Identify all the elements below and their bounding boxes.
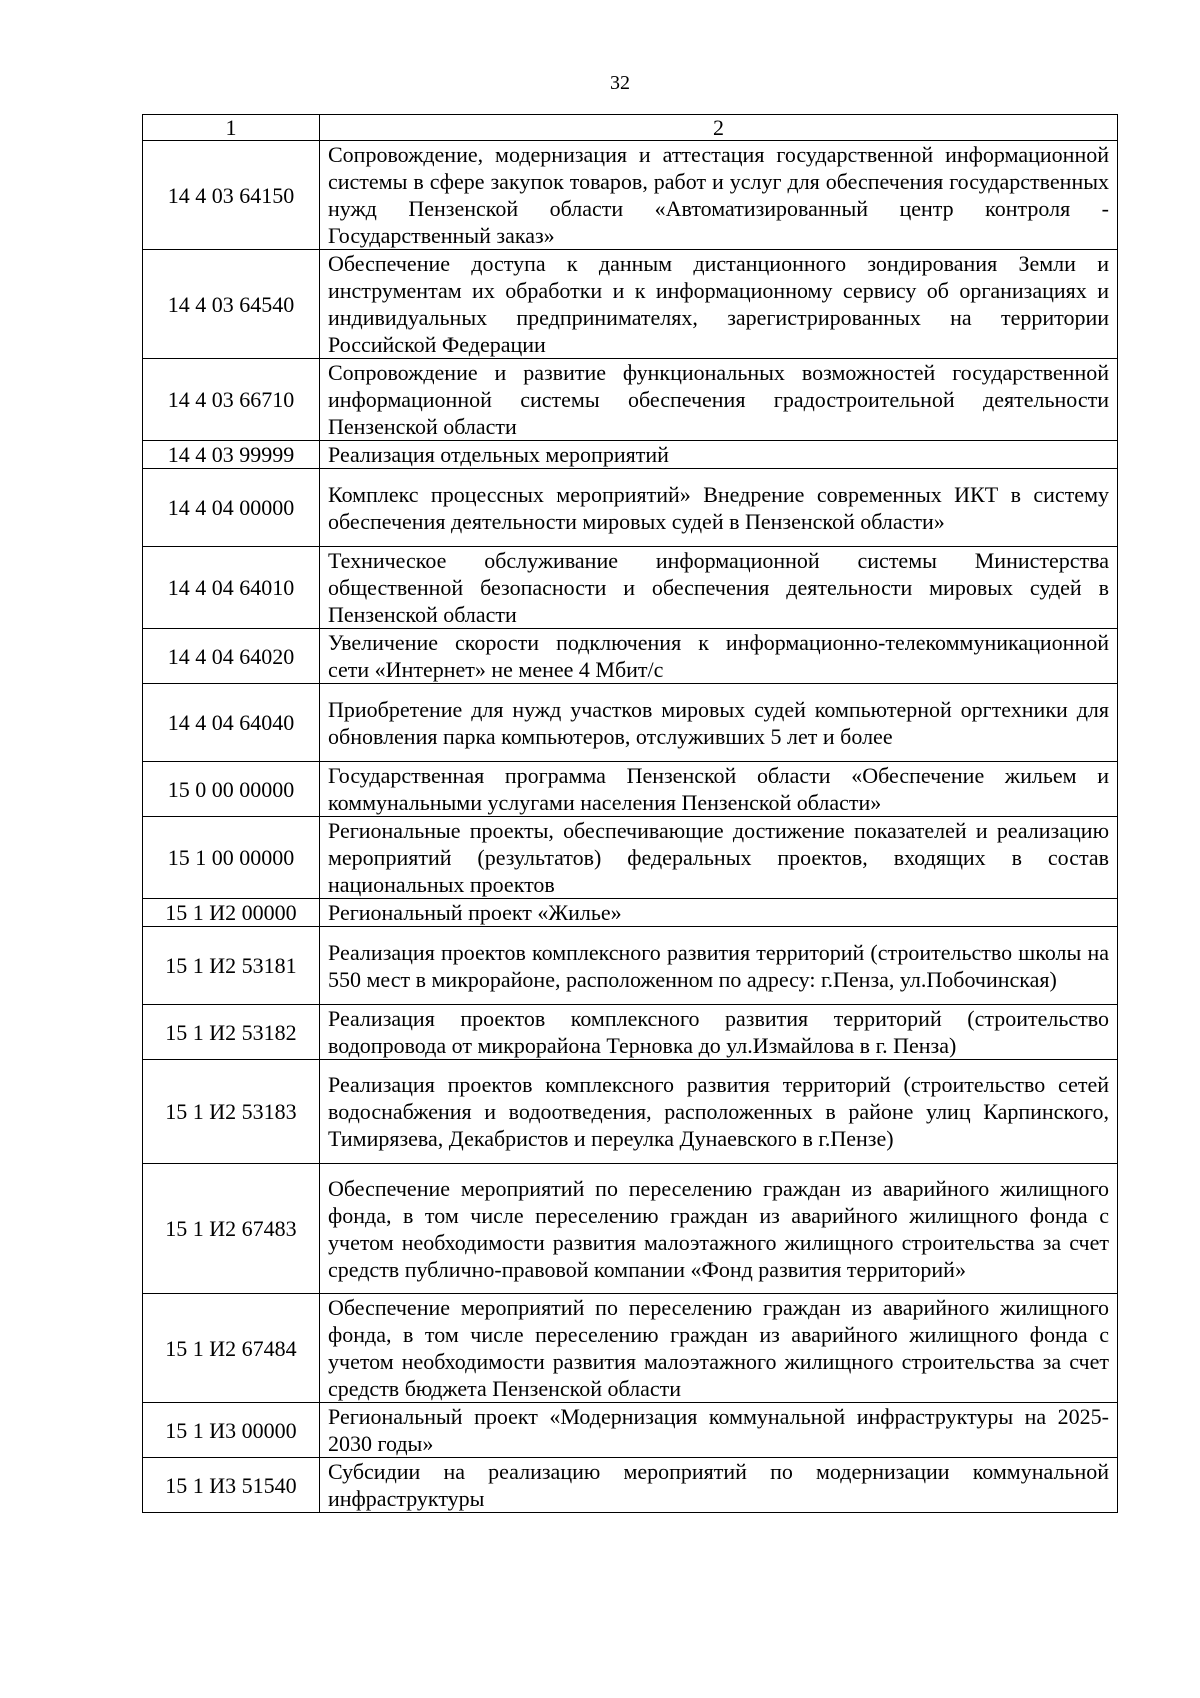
table-row bbox=[143, 762, 1118, 817]
table-row bbox=[143, 899, 1118, 927]
row-description: Региональный проект «Жилье» bbox=[320, 899, 1118, 927]
table-row bbox=[143, 441, 1118, 469]
column-header-1: 1 bbox=[143, 115, 320, 141]
table-row bbox=[143, 927, 1118, 1005]
row-code: 14 4 03 64150 bbox=[143, 141, 320, 250]
page-number: 32 bbox=[610, 72, 630, 94]
row-description: Сопровождение, модернизация и аттестация государственной информационной системы в сфере закупок товаров, работ и услуг для обеспечения государственных нужд Пензенской области «Автоматизированный центр контроля - Государственный заказ» bbox=[320, 141, 1118, 250]
table-row bbox=[143, 359, 1118, 441]
row-description: Техническое обслуживание информационной системы Министерства общественной безопасности и обеспечения деятельности мировых судей в Пензенской области bbox=[320, 547, 1118, 629]
table-row bbox=[143, 547, 1118, 629]
table-row bbox=[143, 1403, 1118, 1458]
row-code: 14 4 03 64540 bbox=[143, 250, 320, 359]
row-description: Региональные проекты, обеспечивающие достижение показателей и реализацию мероприятий (результатов) федеральных проектов, входящих в состав национальных проектов bbox=[320, 817, 1118, 899]
row-code: 14 4 03 99999 bbox=[143, 441, 320, 469]
table-row bbox=[143, 1458, 1118, 1513]
table-row bbox=[143, 1164, 1118, 1294]
row-description: Субсидии на реализацию мероприятий по модернизации коммунальной инфраструктуры bbox=[320, 1458, 1118, 1513]
row-code: 14 4 04 64010 bbox=[143, 547, 320, 629]
row-code: 14 4 03 66710 bbox=[143, 359, 320, 441]
budget-classification-table bbox=[142, 114, 1118, 1513]
column-header-2: 2 bbox=[320, 115, 1118, 141]
row-code: 15 1 И2 00000 bbox=[143, 899, 320, 927]
row-description: Приобретение для нужд участков мировых судей компьютерной оргтехники для обновления парка компьютеров, отслуживших 5 лет и более bbox=[320, 684, 1118, 762]
row-description: Реализация отдельных мероприятий bbox=[320, 441, 1118, 469]
row-code: 14 4 04 64020 bbox=[143, 629, 320, 684]
table-row bbox=[143, 817, 1118, 899]
row-description: Реализация проектов комплексного развития территорий (строительство водопровода от микрорайона Терновка до ул.Измайлова в г. Пенза) bbox=[320, 1005, 1118, 1060]
row-description: Сопровождение и развитие функциональных возможностей государственной информационной системы обеспечения градостроительной деятельности Пензенской области bbox=[320, 359, 1118, 441]
row-description: Обеспечение мероприятий по переселению граждан из аварийного жилищного фонда, в том числе переселению граждан из аварийного жилищного фонда с учетом необходимости развития малоэтажного жилищного строительства за счет средств бюджета Пензенской области bbox=[320, 1294, 1118, 1403]
table-row bbox=[143, 629, 1118, 684]
row-description: Обеспечение доступа к данным дистанционного зондирования Земли и инструментам их обработки и к информационному сервису об организациях и индивидуальных предпринимателях, зарегистрированных на территории Российской Федерации bbox=[320, 250, 1118, 359]
row-code: 15 1 И3 51540 bbox=[143, 1458, 320, 1513]
table-row bbox=[143, 1294, 1118, 1403]
table-body bbox=[143, 115, 1118, 1513]
row-code: 15 1 И2 53182 bbox=[143, 1005, 320, 1060]
row-code: 15 1 00 00000 bbox=[143, 817, 320, 899]
table-row bbox=[143, 1005, 1118, 1060]
row-code: 15 1 И2 67483 bbox=[143, 1164, 320, 1294]
row-code: 14 4 04 64040 bbox=[143, 684, 320, 762]
table-row bbox=[143, 141, 1118, 250]
row-code: 15 1 И2 67484 bbox=[143, 1294, 320, 1403]
row-code: 15 1 И3 00000 bbox=[143, 1403, 320, 1458]
table-row bbox=[143, 250, 1118, 359]
row-description: Увеличение скорости подключения к информационно-телекоммуникационной сети «Интернет» не менее 4 Мбит/с bbox=[320, 629, 1118, 684]
row-code: 15 1 И2 53183 bbox=[143, 1060, 320, 1164]
table-header-row bbox=[143, 115, 1118, 141]
table-row bbox=[143, 1060, 1118, 1164]
row-description: Реализация проектов комплексного развития территорий (строительство сетей водоснабжения и водоотведения, расположенных в районе улиц Карпинского, Тимирязева, Декабристов и переулка Дунаевского в г.Пензе) bbox=[320, 1060, 1118, 1164]
row-description: Комплекс процессных мероприятий» Внедрение современных ИКТ в систему обеспечения деятельности мировых судей в Пензенской области» bbox=[320, 469, 1118, 547]
row-description: Обеспечение мероприятий по переселению граждан из аварийного жилищного фонда, в том числе переселению граждан из аварийного жилищного фонда с учетом необходимости развития малоэтажного жилищного строительства за счет средств публично-правовой компании «Фонд развития территорий» bbox=[320, 1164, 1118, 1294]
row-description: Государственная программа Пензенской области «Обеспечение жильем и коммунальными услугами населения Пензенской области» bbox=[320, 762, 1118, 817]
table-row bbox=[143, 684, 1118, 762]
row-code: 14 4 04 00000 bbox=[143, 469, 320, 547]
row-code: 15 0 00 00000 bbox=[143, 762, 320, 817]
row-description: Региональный проект «Модернизация коммунальной инфраструктуры на 2025-2030 годы» bbox=[320, 1403, 1118, 1458]
row-code: 15 1 И2 53181 bbox=[143, 927, 320, 1005]
table-row bbox=[143, 469, 1118, 547]
row-description: Реализация проектов комплексного развития территорий (строительство школы на 550 мест в микрорайоне, расположенном по адресу: г.Пенза, ул.Побочинская) bbox=[320, 927, 1118, 1005]
